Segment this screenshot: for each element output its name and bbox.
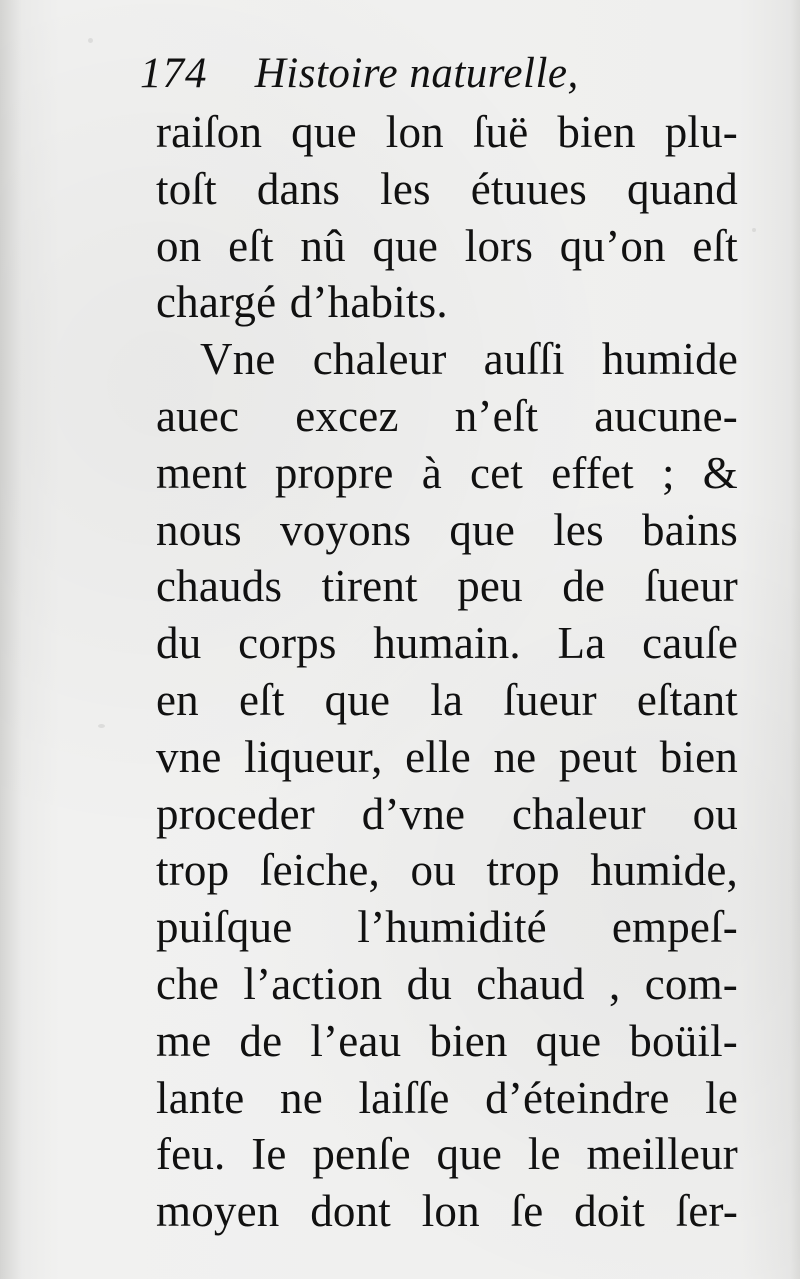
page-number: 174 (140, 50, 208, 97)
text-line: proceder d’vne chaleur ou (156, 788, 738, 839)
body-text (156, 104, 738, 1237)
text-line: che l’action du chaud , com- (156, 958, 738, 1009)
running-title: Histoire naturelle, (254, 50, 579, 97)
text-line: puiſque l’humidité empeſ- (156, 902, 738, 953)
text-line: auec excez n’eſt aucune- (156, 390, 738, 441)
text-line: feu. Ie penſe que le meilleur (156, 1129, 738, 1180)
paper-stain (98, 724, 105, 728)
text-line: trop ſeiche, ou trop humide, (156, 845, 738, 896)
text-line: chargé d’habits. (156, 277, 448, 328)
running-header (140, 44, 640, 104)
paragraph-start-line: Vne chaleur auſſi humide (200, 334, 738, 385)
text-line: du corps humain. La cauſe (156, 618, 738, 669)
text-line: on eſt nû que lors qu’on eſt (156, 220, 738, 271)
text-line: lante ne laiſſe d’éteindre le (156, 1072, 738, 1123)
text-line: ment propre à cet effet ; & (156, 447, 738, 498)
text-line: toſt dans les étuues quand (156, 163, 738, 214)
text-line: raiſon que lon ſuë bien plu- (156, 107, 738, 157)
text-line: me de l’eau bien que boüil- (156, 1015, 738, 1066)
text-line: moyen dont lon ſe doit ſer- (156, 1186, 738, 1237)
text-line: vne liqueur, elle ne peut bien (156, 731, 738, 782)
paper-stain (752, 228, 756, 232)
paper-stain (88, 38, 93, 43)
text-line: en eſt que la ſueur eſtant (156, 674, 738, 725)
text-line: nous voyons que les bains (156, 504, 738, 555)
text-line: chauds tirent peu de ſueur (156, 561, 738, 612)
